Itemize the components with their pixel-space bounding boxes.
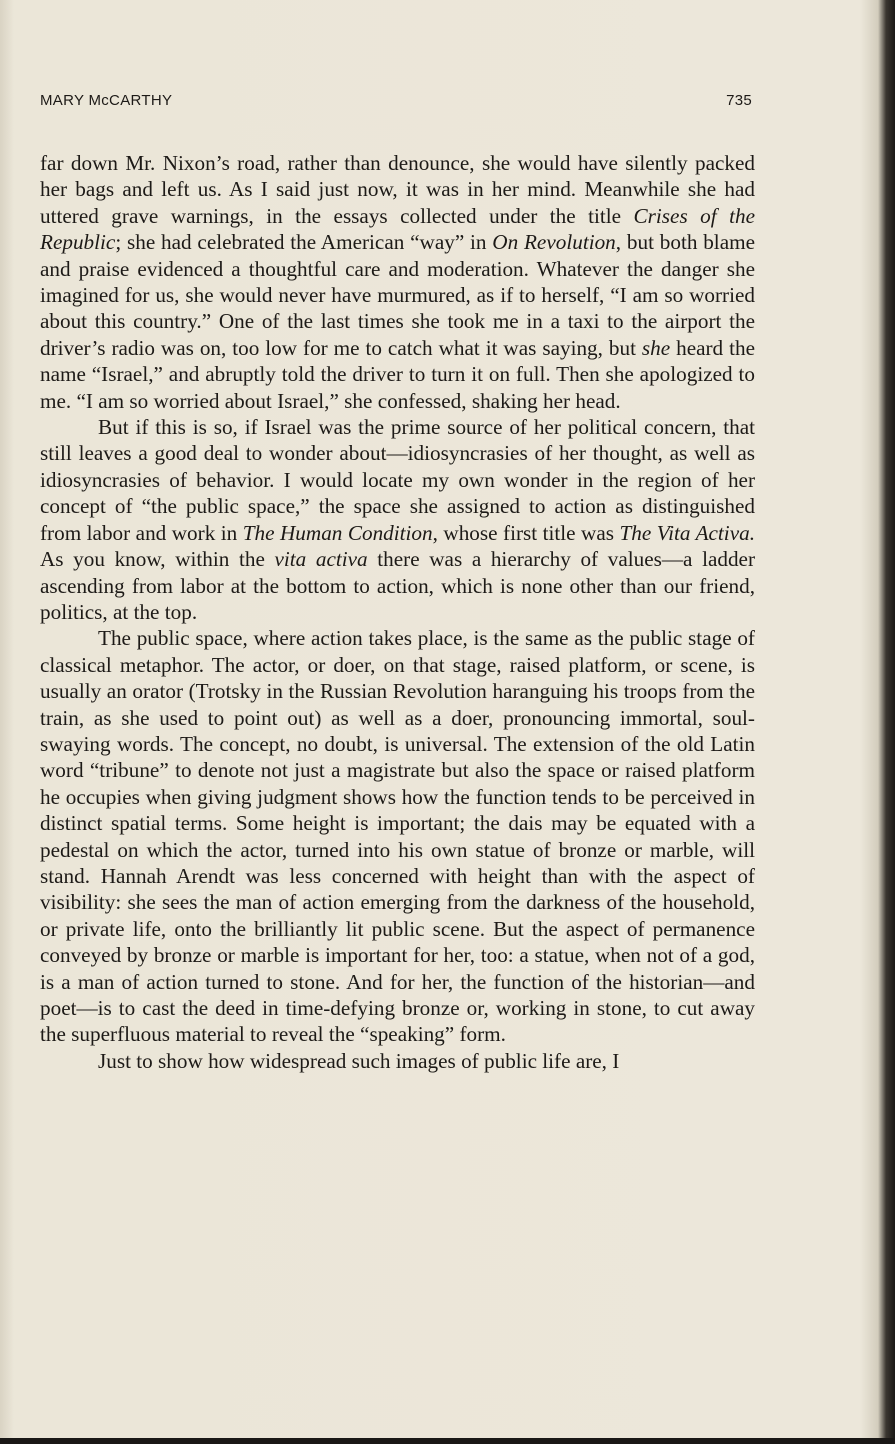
italic-title: On Revolution <box>492 230 616 255</box>
paragraph-4: Just to show how widespread such images of public life are, I <box>98 1048 620 1073</box>
italic-term: vita activa <box>274 547 368 572</box>
page-header <box>40 92 752 116</box>
text-run: As you know, within the <box>40 547 275 572</box>
page-bottom-edge <box>0 1438 895 1444</box>
text-run: far down Mr. Nixon’s road, rather than denounce, she would have silently packed her bags and left us. As I said just now, it was in her mind. Meanwhile she had uttered grave warnings, in the essays collected under the title <box>40 151 755 228</box>
running-head: MARY McCARTHY <box>40 92 173 109</box>
text-run: , whose first title was <box>432 520 620 545</box>
text-run: there was a hierarchy of values—a ladder ascending from labor at the bottom to action, which is none other than our friend, politics, at the top. <box>40 547 756 624</box>
body-text <box>40 150 755 1074</box>
italic-title: The Human Condition <box>242 520 433 545</box>
italic-title: The Vita Activa. <box>619 520 755 545</box>
italic-title: Crises of the Republic <box>40 203 755 255</box>
page-number: 735 <box>726 92 752 109</box>
text-run: , but both blame and praise evidenced a thoughtful care and moderation. Whatever the danger she imagined for us, she would never have murmured, as if to herself, “I am so worried about this country.” One of the last times she took me in a taxi to the airport the driver’s radio was on, too low for me to catch what it was saying, but <box>40 230 755 360</box>
text-run: heard the name “Israel,” and abruptly told the driver to turn it on full. Then she apologized to me. “I am so worried about Israel,” she confessed, shaking her head. <box>40 335 755 413</box>
text-run: But if this is so, if Israel was the prime source of her political concern, that still leaves a good deal to wonder about—idiosyncrasies of her thought, as well as idiosyncrasies of behavior. I would locate my own wonder in the region of her concept of “the public space,” the space she assigned to action as distinguished from labor and work in <box>40 415 755 545</box>
text-run: ; she had celebrated the American “way” in <box>115 230 493 255</box>
italic-emphasis: she <box>641 335 671 360</box>
paragraph-2 <box>40 414 755 625</box>
paragraph-1 <box>40 150 755 414</box>
paragraph-3: The public space, where action takes place, is the same as the public stage of classical metaphor. The actor, or doer, on that stage, raised platform, or scene, is usually an orator (Trotsky in the Russian Revolution haranguing his troops from the train, as she used to point out) as well as a doer, pronouncing immortal, soul-swaying words. The concept, no doubt, is universal. The extension of the old Latin word “tribune” to denote not just a magistrate but also the space or raised platform he occupies when giving judgment shows how the function tends to be perceived in distinct spatial terms. Some height is important; the dais may be equated with a pedestal on which the actor, turned into his own statue of bronze or marble, will stand. Hannah Arendt was less concerned with height than with the aspect of visibility: she sees the man of action emerging from the darkness of the household, or private life, onto the brilliantly lit public scene. But the aspect of permanence conveyed by bronze or marble is important for her, too: a statue, when not of a god, is a man of action turned to stone. And for her, the function of the historian—and poet—is to cast the deed in time-defying bronze or, working in stone, to cut away the superfluous material to reveal the “speaking” form. <box>40 626 755 1047</box>
